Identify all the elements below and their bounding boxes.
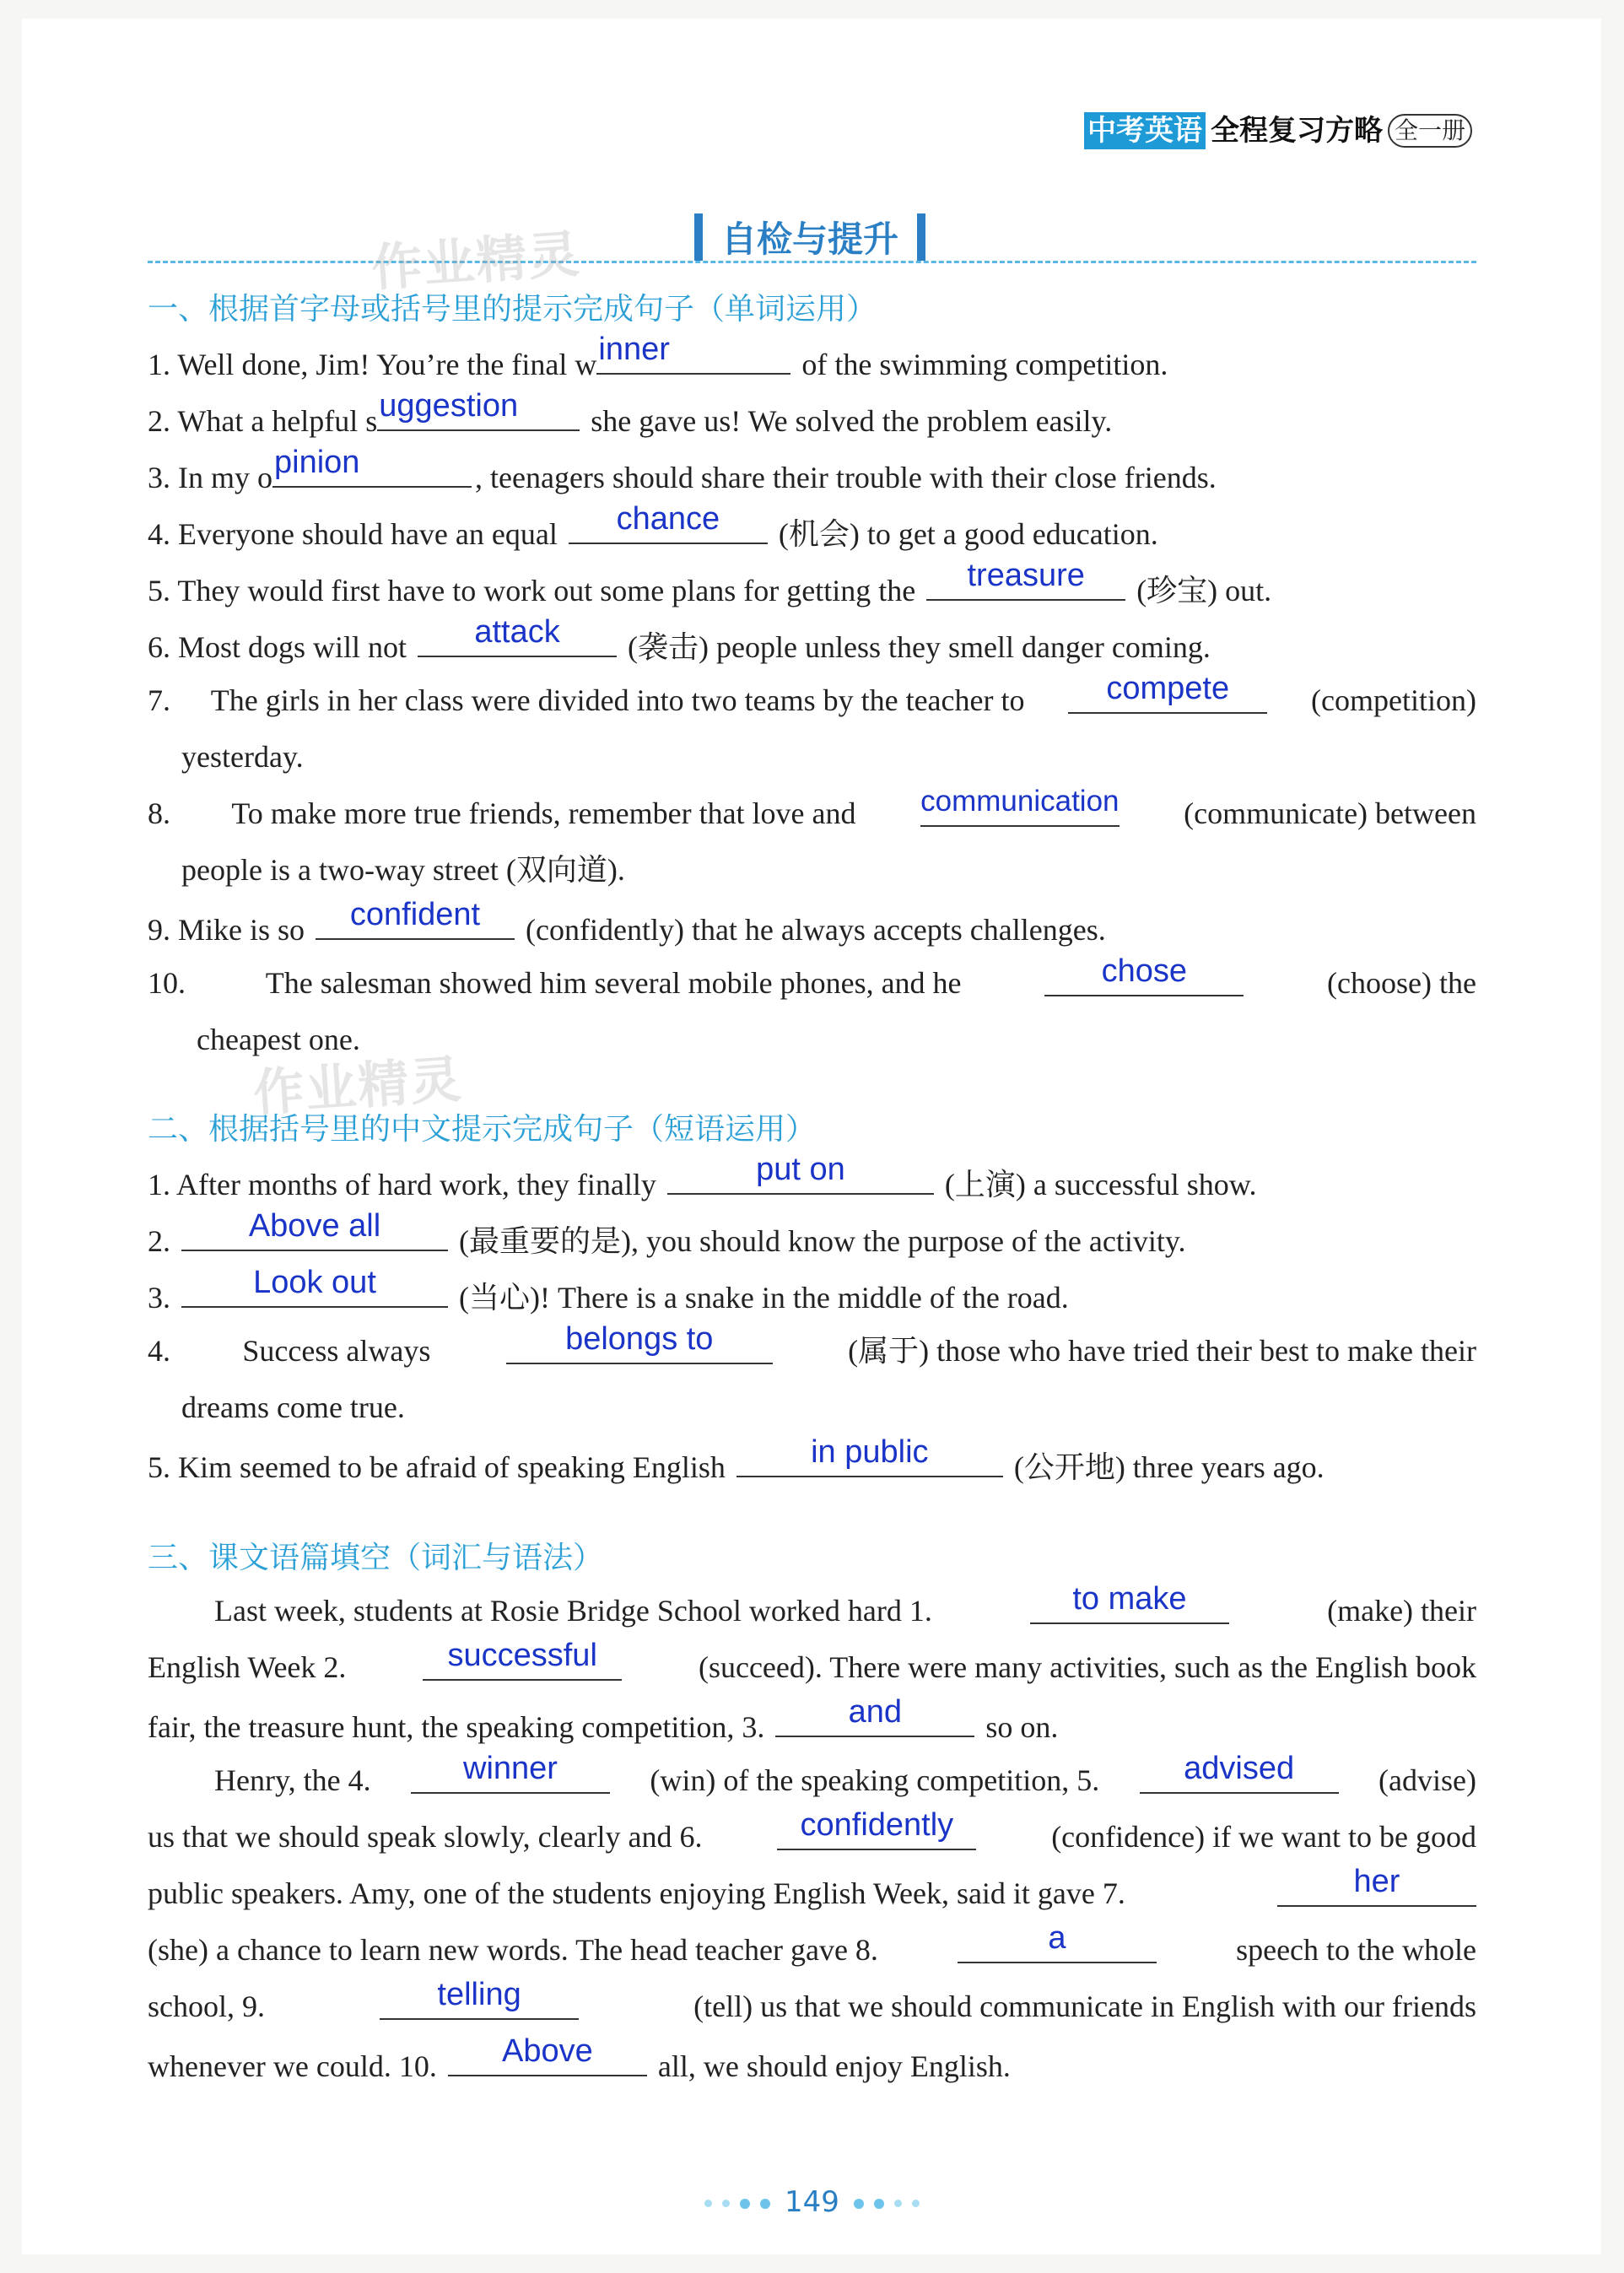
part1-item-10-cont: cheapest one. — [197, 1023, 360, 1056]
dot-icon — [704, 2200, 712, 2207]
part3-line-9: whenever we could. 10. Above all, we should enjoy English. — [148, 2033, 1011, 2083]
answer-blank[interactable]: confident — [316, 908, 515, 940]
part3-line-3: fair, the treasure hunt, the speaking competition, 3. and so on. — [148, 1694, 1059, 1744]
part1-item-3: 3. In my o pinion , teenagers should share their trouble with their close friends. — [148, 445, 1217, 494]
section-title-text: 自检与提升 — [720, 219, 898, 260]
answer-blank[interactable]: winner — [411, 1762, 610, 1794]
book-header — [1084, 111, 1472, 150]
title-bar-left — [694, 213, 703, 261]
part2-item-5: 5. Kim seemed to be afraid of speaking English in public (公开地) three years ago. — [148, 1434, 1325, 1484]
part3-heading: 三、课文语篇填空（词汇与语法） — [148, 1541, 604, 1575]
answer-blank[interactable]: her — [1277, 1875, 1476, 1907]
part1-item-9: 9. Mike is so confident (confidently) that he always accepts challenges. — [148, 897, 1106, 947]
dot-icon — [722, 2200, 730, 2207]
part3-line-5: us that we should speak slowly, clearly and 6. confidently (confidence) if we want to be good — [148, 1807, 1476, 1854]
part2-item-1: 1. After months of hard work, they finally put on (上演) a successful show. — [148, 1152, 1257, 1201]
part1-item-4: 4. Everyone should have an equal chance (机会) to get a good education. — [148, 501, 1158, 551]
answer-blank[interactable]: uggestion — [377, 399, 580, 431]
answer-blank[interactable]: Look out — [181, 1276, 448, 1308]
dashed-divider — [148, 261, 1476, 263]
part3-line-2: English Week 2. successful (succeed). There were many activities, such as the English book — [148, 1638, 1476, 1684]
part1-item-2: 2. What a helpful s uggestion she gave us! We solved the problem easily. — [148, 388, 1113, 438]
part3-line-8: school, 9. telling (tell) us that we should communicate in English with our friends — [148, 1977, 1476, 2023]
answer-blank[interactable]: chose — [1044, 964, 1244, 996]
part1-item-8-cont: people is a two-way street (双向道). — [181, 853, 625, 887]
part3-line-7: (she) a chance to learn new words. The head teacher gave 8. a speech to the whole — [148, 1920, 1476, 1967]
part1-item-10: 10. The salesman showed him several mobile phones, and he chose (choose) the — [148, 953, 1476, 1000]
part1-heading: 一、根据首字母或括号里的提示完成句子（单词运用） — [148, 292, 877, 327]
watermark-top: 作业精灵 — [370, 224, 583, 299]
part3-line-6: public speakers. Amy, one of the students enjoying English Week, said it gave 7. her — [148, 1875, 1476, 1912]
answer-blank[interactable]: in public — [736, 1445, 1003, 1477]
title-bar-right — [917, 213, 925, 261]
page-number — [0, 2185, 1624, 2219]
answer-blank[interactable]: treasure — [926, 569, 1125, 601]
header-title: 全程复习方略 — [1210, 114, 1383, 148]
part2-heading: 二、根据括号里的中文提示完成句子（短语运用） — [148, 1112, 817, 1147]
part2-item-3: 3. Look out (当心)! There is a snake in the middle of the road. — [148, 1265, 1069, 1315]
answer-blank[interactable]: successful — [423, 1649, 622, 1681]
answer-blank[interactable]: Above — [448, 2044, 647, 2076]
part2-item-2: 2. Above all (最重要的是), you should know the purpose of the activity. — [148, 1208, 1186, 1258]
dot-icon — [912, 2200, 920, 2207]
dot-icon — [894, 2200, 902, 2207]
answer-blank[interactable]: a — [958, 1931, 1157, 1963]
dot-icon — [740, 2199, 750, 2209]
answer-blank[interactable]: and — [775, 1705, 974, 1737]
part1-item-8: 8. To make more true friends, remember that love and communication (communicate) between — [148, 785, 1476, 830]
answer-blank[interactable]: attack — [418, 625, 617, 657]
part1-item-7-cont: yesterday. — [181, 740, 304, 774]
page-number-text: 149 — [785, 2185, 839, 2219]
answer-blank[interactable]: communication — [920, 795, 1120, 827]
part2-item-4-cont: dreams come true. — [181, 1390, 405, 1424]
answer-blank[interactable]: Above all — [181, 1219, 448, 1251]
answer-blank[interactable]: to make — [1030, 1592, 1229, 1624]
answer-blank[interactable]: advised — [1140, 1762, 1339, 1794]
answer-blank[interactable]: put on — [667, 1163, 934, 1195]
part1-item-7: 7. The girls in her class were divided into two teams by the teacher to compete (competition) — [148, 671, 1476, 717]
part2-item-4: 4. Success always belongs to (属于) those who have tried their best to make their — [148, 1321, 1476, 1368]
header-volume: 全一册 — [1388, 114, 1472, 148]
part1-item-5: 5. They would first have to work out some plans for getting the treasure (珍宝) out. — [148, 558, 1272, 607]
dot-icon — [874, 2199, 884, 2209]
answer-blank[interactable]: confidently — [777, 1818, 976, 1850]
part1-item-1: 1. Well done, Jim! You’re the final w inner of the swimming competition. — [148, 332, 1168, 381]
answer-blank[interactable]: compete — [1068, 682, 1267, 714]
part3-line-1: Last week, students at Rosie Bridge School worked hard 1. to make (make) their — [214, 1581, 1476, 1628]
answer-blank[interactable]: chance — [569, 512, 768, 544]
watermark-middle: 作业精灵 — [251, 1050, 465, 1124]
header-series: 中考英语 — [1084, 112, 1206, 149]
answer-blank[interactable]: inner — [596, 343, 790, 375]
answer-blank[interactable]: belongs to — [506, 1332, 773, 1364]
part1-item-6: 6. Most dogs will not attack (袭击) people unless they smell danger coming. — [148, 614, 1211, 664]
answer-blank[interactable]: pinion — [272, 456, 472, 488]
dot-icon — [760, 2199, 770, 2209]
part3-line-4: Henry, the 4. winner (win) of the speaking competition, 5. advised (advise) — [214, 1751, 1476, 1797]
dot-icon — [854, 2199, 864, 2209]
answer-blank[interactable]: telling — [380, 1988, 579, 2020]
section-title — [675, 213, 945, 262]
